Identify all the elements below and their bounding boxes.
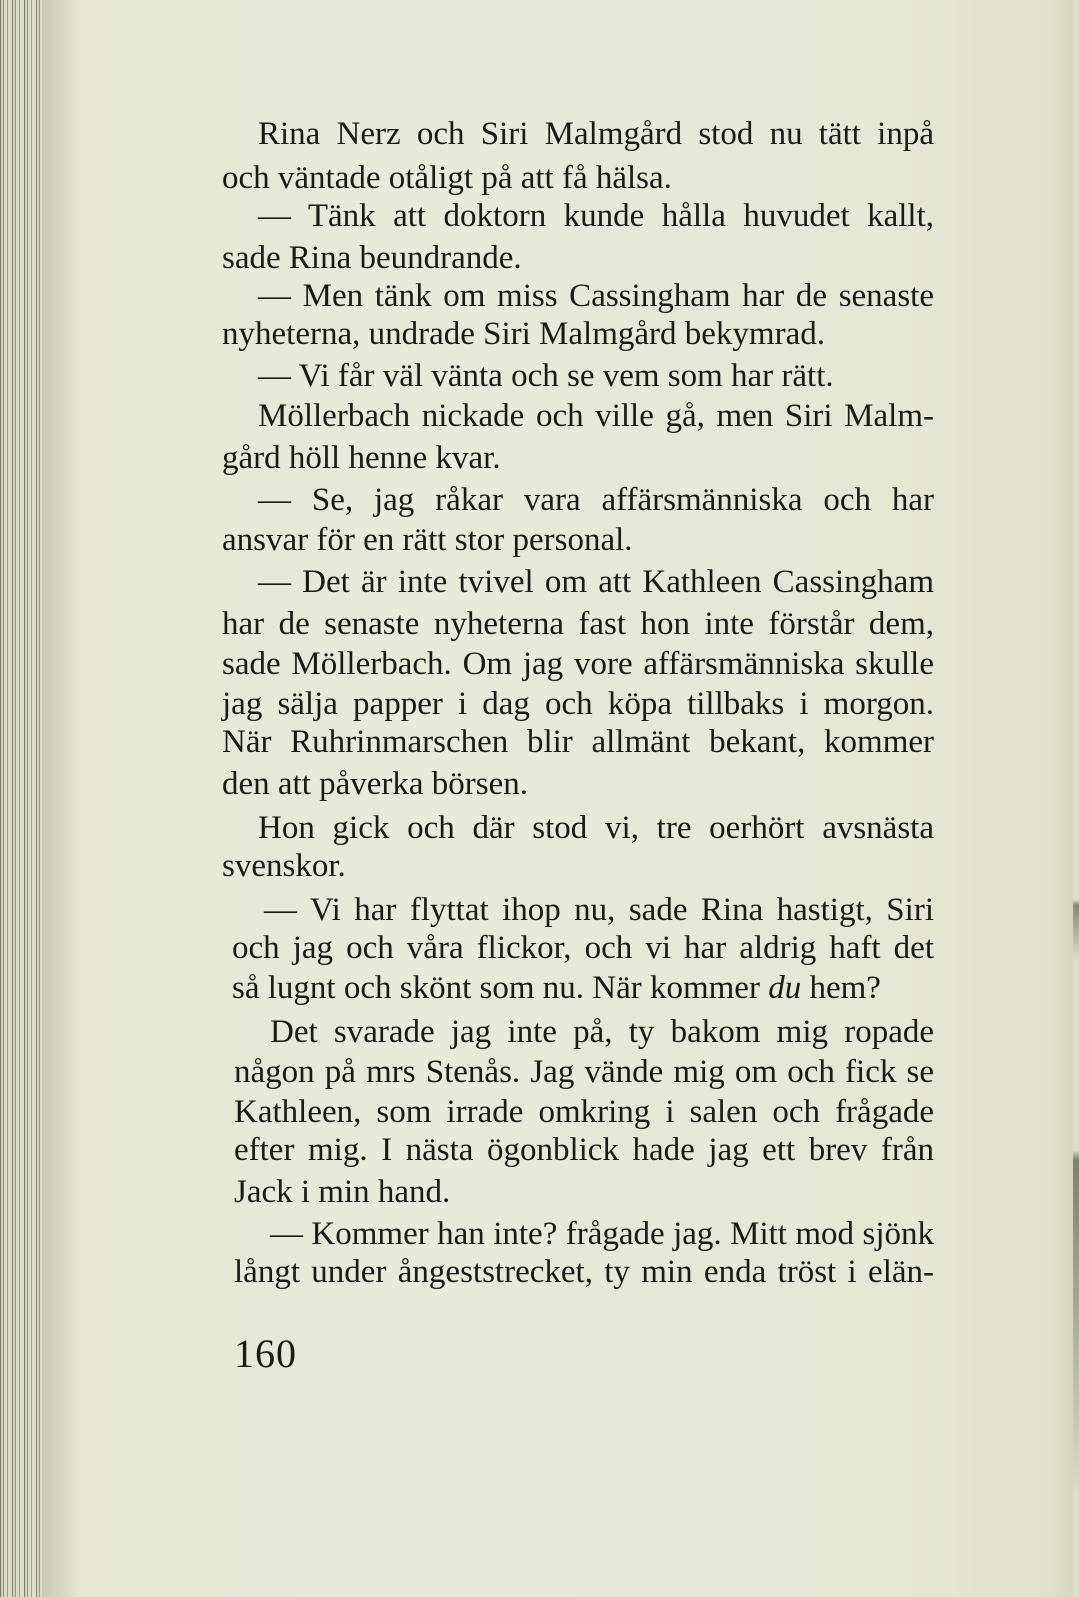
text-line: Rina Nerz och Siri Malmgård stod nu tätt inpå (258, 116, 934, 152)
text-line: — Det är inte tvivel om att Kathleen Cassingham (258, 564, 934, 600)
page-number: 160 (234, 1331, 297, 1376)
text-line: Hon gick och där stod vi, tre oerhört avsnästa (258, 810, 934, 846)
text-line (232, 968, 934, 1008)
text-line: långt under ångeststrecket, ty min enda tröst i elän- (234, 1254, 934, 1290)
text-line: Möllerbach nickade och ville gå, men Siri Malm- (258, 398, 934, 434)
text-line: — Se, jag råkar vara affärsmänniska och har (258, 482, 934, 518)
text-line: någon på mrs Stenås. Jag vände mig om och fick se (234, 1054, 934, 1090)
text-line: och jag och våra flickor, och vi har aldrig haft det (232, 930, 934, 966)
text-line: — Men tänk om miss Cassingham har de senaste (258, 278, 934, 314)
text-line: svenskor. (222, 848, 346, 884)
text-line: När Ruhrinmarschen blir allmänt bekant, kommer (222, 724, 934, 760)
text-line: sade Rina beundrande. (222, 240, 522, 276)
text-line: efter mig. I nästa ögonblick hade jag ett brev från (234, 1132, 934, 1168)
text-line: — Vi får väl vänta och se vem som har rätt. (258, 358, 834, 394)
line-segment: så lugnt och skönt som nu. När kommer (232, 970, 760, 1006)
text-line: och väntade otåligt på att få hälsa. (222, 160, 672, 196)
text-line: — Kommer han inte? frågade jag. Mitt mod sjönk (270, 1216, 934, 1252)
text-line: Jack i min hand. (234, 1174, 451, 1210)
text-line: sade Möllerbach. Om jag vore affärsmänniska skulle (222, 646, 934, 682)
text-line: jag sälja papper i dag och köpa tillbaks i morgon. (222, 686, 934, 722)
text-line: den att påverka börsen. (222, 766, 529, 802)
text-line: gård höll henne kvar. (222, 440, 501, 476)
text-line: Kathleen, som irrade omkring i salen och frågade (234, 1094, 934, 1130)
text-line: — Tänk att doktorn kunde hålla huvudet kallt, (258, 198, 934, 234)
text-line: — Vi har flyttat ihop nu, sade Rina hastigt, Siri (264, 892, 934, 928)
emphasized-word: du (768, 970, 802, 1006)
text-line: nyheterna, undrade Siri Malmgård bekymrad. (222, 316, 825, 352)
text-line: ansvar för en rätt stor personal. (222, 522, 633, 558)
text-line: har de senaste nyheterna fast hon inte förstår dem, (222, 606, 934, 642)
text-line: Det svarade jag inte på, ty bakom mig ropade (270, 1014, 934, 1050)
line-segment: hem? (809, 970, 881, 1006)
